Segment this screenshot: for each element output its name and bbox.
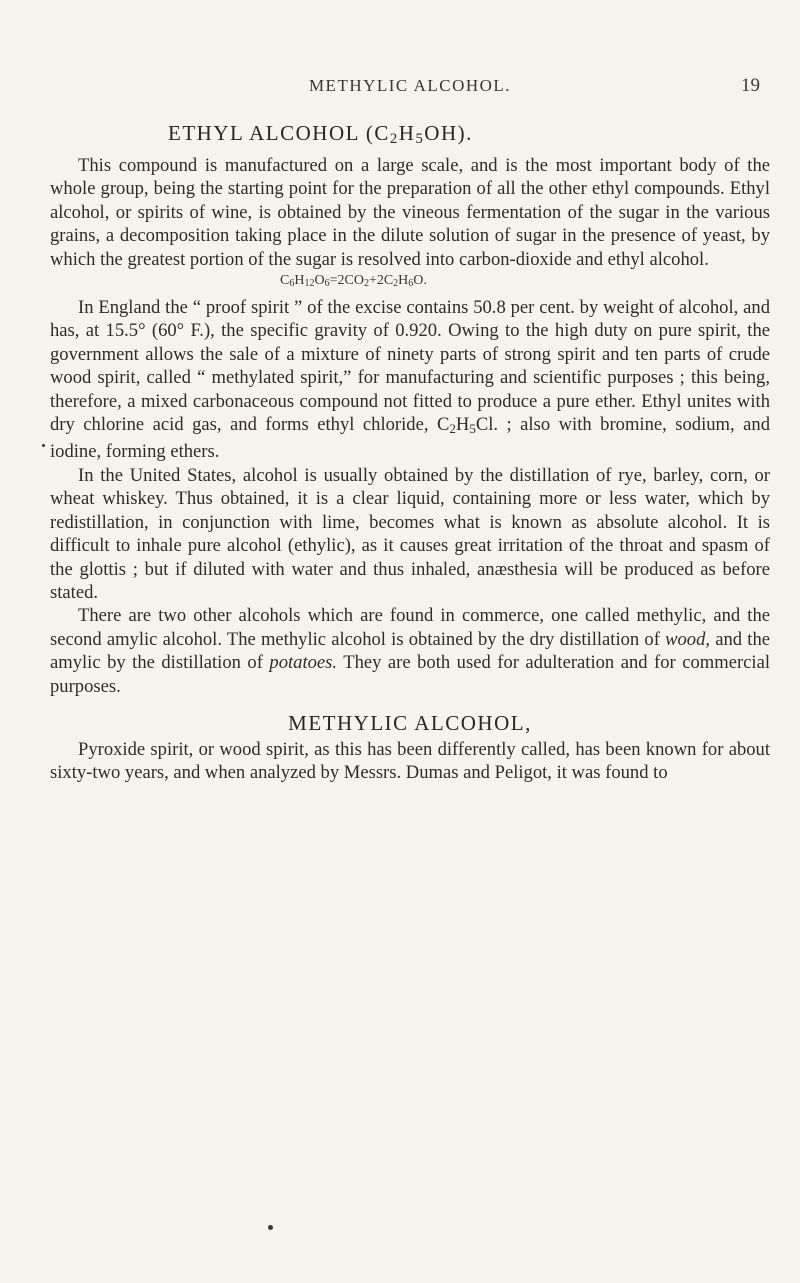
heading-subscript: 2: [389, 131, 399, 147]
paragraph-subscript: 5: [469, 421, 476, 437]
paragraph-text: There are two other alcohols which are found in commerce, one called methylic, and the second amylic alcohol. The methylic alcohol is obtained by the dry distillation of: [50, 605, 770, 650]
heading-text: ETHYL ALCOHOL (C: [168, 121, 390, 145]
paragraph-text: They are both used for adulteration and for commercial purposes.: [50, 652, 770, 697]
footer-mark: [268, 1225, 273, 1230]
chemical-equation: [50, 271, 770, 294]
paragraph-text: In England the “ proof spirit ” of the excise contains 50.8 per cent. by weight of alcohol, and has, at 15.5° (60° F.), the specific gravity of 0.920. Owing to the high duty on pure spirit, the government allows the sale of a mixture of ninety parts of strong spirit and ten parts of crude wood spirit, called “ methylated spirit,” for manufacturing and scientific purposes ; this being, therefore, a mixed carbonaceous compound not fitted to produce a pure ether. Ethyl unites with dry chlorine acid gas, and forms ethyl chloride, C: [50, 297, 770, 436]
section-heading-ethyl-alcohol: [50, 118, 770, 154]
paragraph-text: and the amylic by the distillation of: [50, 628, 771, 674]
formula-subscript: 6: [289, 278, 295, 290]
paragraph-proof-spirit: [50, 296, 770, 464]
section-heading-methylic-alcohol: METHYLIC ALCOHOL,: [288, 710, 532, 735]
formula-part: H: [294, 273, 305, 289]
margin-mark: [42, 444, 45, 447]
formula-part: C: [280, 273, 290, 289]
formula-part: +2C: [368, 273, 394, 289]
formula-subscript: 12: [304, 278, 315, 290]
heading-text: H: [398, 121, 416, 145]
paragraph-text: H: [455, 414, 470, 436]
heading-text: OH).: [424, 121, 473, 145]
formula-part: O.: [413, 273, 427, 289]
running-title: METHYLIC ALCOHOL.: [308, 76, 512, 95]
paragraph-ethyl-intro: This compound is manufactured on a large scale, and is the most important body of the whole group, being the starting point for the preparation of all the other ethyl compounds. Ethyl alcohol, or spirits of wine, is obtained by the vineous fermentation of the sugar in the various grains, a decomposition taking place in the dilute solution of sugar in the presence of yeast, by which the greatest portion of the sugar is resolved into carbon-dioxide and ethyl alcohol.: [50, 155, 770, 270]
formula-subscript: 2: [363, 278, 369, 290]
book-page: [50, 76, 770, 785]
italic-word-wood: wood,: [665, 628, 711, 650]
page-number: 19: [741, 75, 760, 96]
formula-part: O: [314, 273, 325, 289]
formula-part: =2CO: [329, 273, 364, 289]
paragraph-text: Cl. ; also with bromine, sodium, and iodine, forming ethers.: [50, 414, 770, 463]
paragraph-pyroxide-spirit: Pyroxide spirit, or wood spirit, as this has been differently called, has been known for about sixty-two years, and when analyzed by Messrs. Dumas and Peligot, it was found to: [50, 738, 770, 784]
paragraph-united-states: In the United States, alcohol is usually obtained by the distillation of rye, barley, corn, or wheat whiskey. Thus obtained, it is a clear liquid, containing more or less water, which by redistillation, in conjunction with lime, becomes what is known as absolute alcohol. It is difficult to inhale pure alcohol (ethylic), as it causes great irritation of the throat and spasm of the glottis ; but if diluted with water and thus inhaled, anæsthesia will be produced as before stated.: [50, 464, 770, 603]
paragraph-subscript: 2: [449, 421, 456, 437]
heading-subscript: 5: [415, 131, 425, 147]
running-head: [50, 76, 770, 104]
paragraph-other-alcohols: [50, 604, 770, 698]
formula-subscript: 6: [408, 278, 414, 290]
formula-subscript: 6: [324, 278, 330, 290]
formula-part: H: [398, 273, 409, 289]
italic-word-potatoes: potatoes.: [269, 652, 338, 674]
formula-subscript: 2: [393, 278, 399, 290]
